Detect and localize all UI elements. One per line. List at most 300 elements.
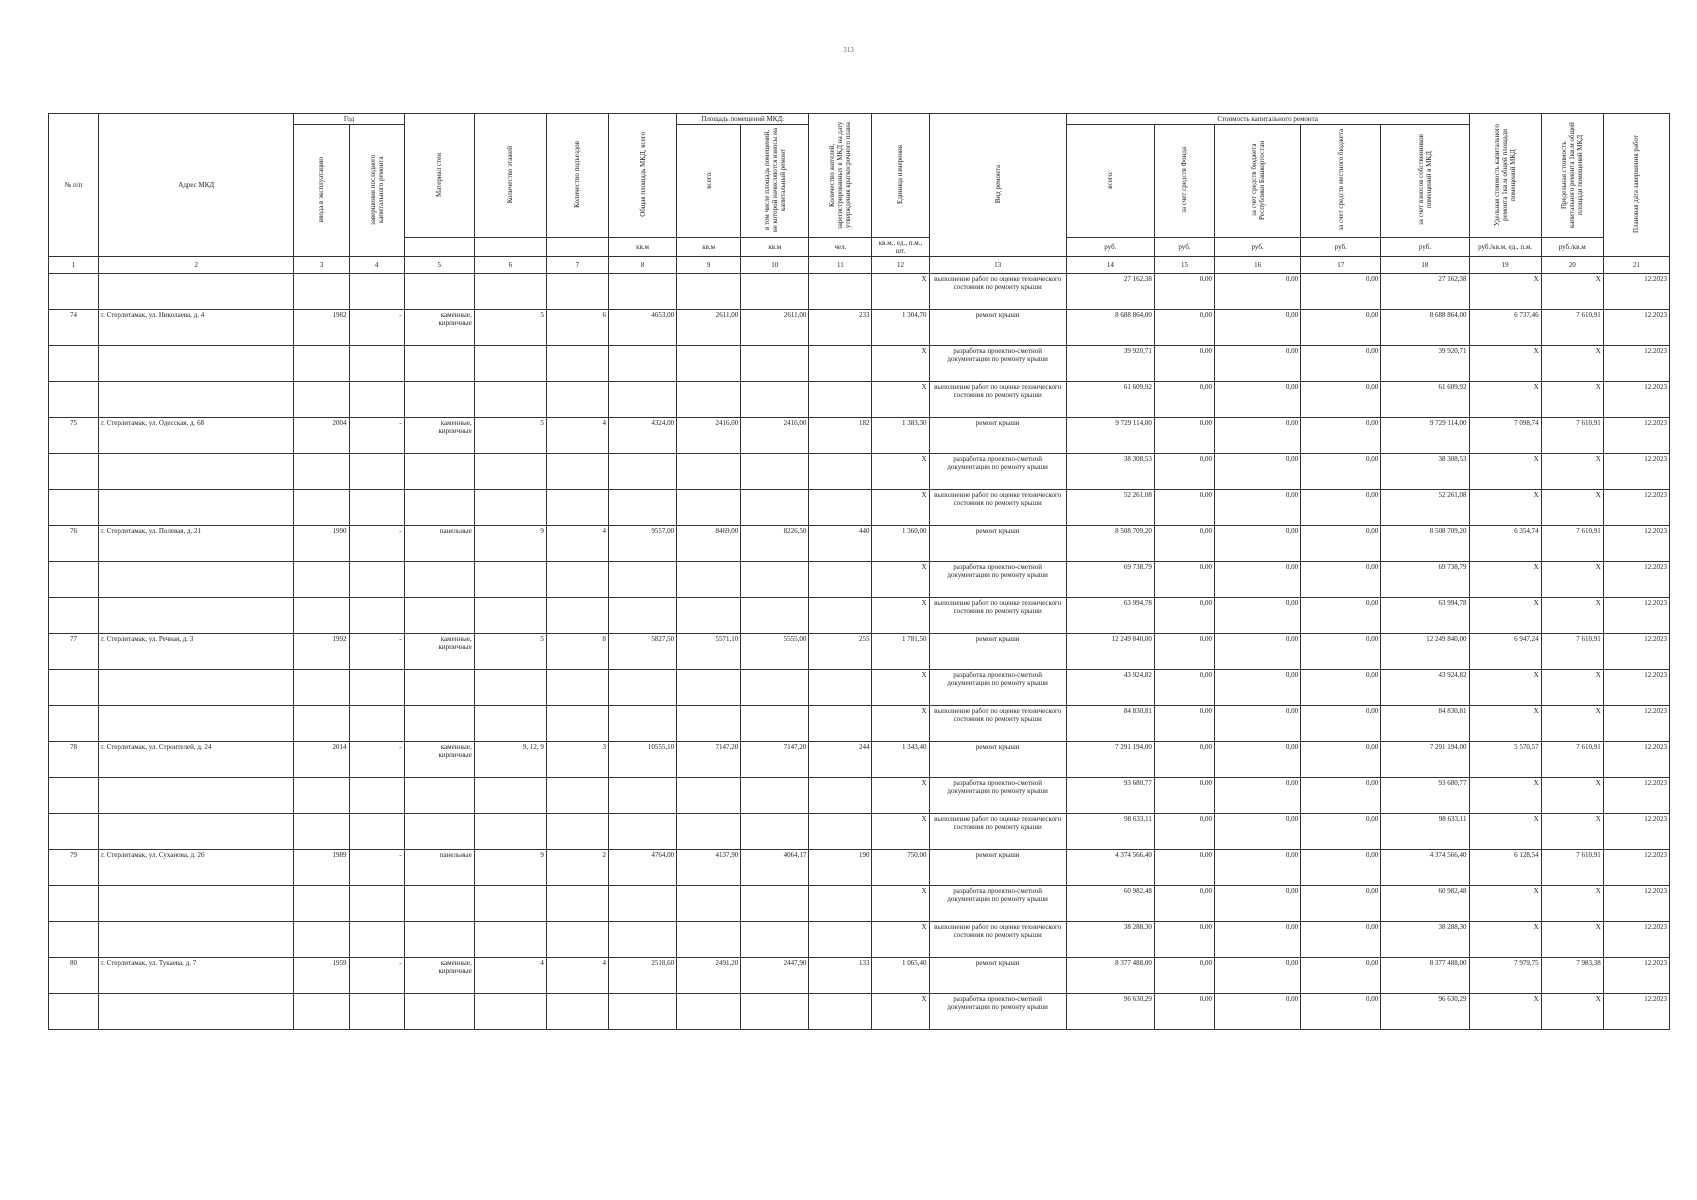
cell-p-incl [741, 562, 809, 598]
cell-rep: 0,00 [1215, 274, 1301, 310]
cell-local: 0,00 [1301, 814, 1381, 850]
cell-local: 0,00 [1301, 526, 1381, 562]
cell-y2 [349, 994, 404, 1030]
cell-date: 12.2023 [1603, 634, 1669, 670]
cell-rep: 0,00 [1215, 670, 1301, 706]
column-number: 8 [608, 257, 676, 274]
cell-num [49, 454, 99, 490]
cell-floors [474, 382, 546, 418]
cell-num [49, 778, 99, 814]
cell-own: 39 920,71 [1381, 346, 1469, 382]
cell-address [99, 778, 294, 814]
cell-max: 7 610,91 [1541, 418, 1603, 454]
cell-num: 79 [49, 850, 99, 886]
cell-ent: 4 [546, 958, 608, 994]
cell-total: 52 261,08 [1066, 490, 1154, 526]
table-row [49, 526, 1670, 562]
header-cost-fund: за счет средств Фонда [1154, 125, 1214, 238]
cell-total: 96 630,29 [1066, 994, 1154, 1030]
cell-own: 12 249 840,00 [1381, 634, 1469, 670]
cell-unit-cost: X [1469, 706, 1541, 742]
column-number: 6 [474, 257, 546, 274]
unit-cell: руб. [1066, 238, 1154, 257]
cell-y2 [349, 562, 404, 598]
cell-area: 5827,50 [608, 634, 676, 670]
cell-local: 0,00 [1301, 994, 1381, 1030]
column-number: 12 [872, 257, 929, 274]
cell-y2: - [349, 634, 404, 670]
cell-floors: 9 [474, 850, 546, 886]
cell-unit-cost: 6 737,46 [1469, 310, 1541, 346]
cell-date: 12.2023 [1603, 526, 1669, 562]
cell-total: 4 374 566,40 [1066, 850, 1154, 886]
cell-num: 76 [49, 526, 99, 562]
cell-p-incl: 2416,00 [741, 418, 809, 454]
cell-num [49, 274, 99, 310]
cell-date: 12.2023 [1603, 886, 1669, 922]
cell-own: 38 288,30 [1381, 922, 1469, 958]
cell-mat: каменные, кирпичные [404, 742, 474, 778]
cell-date: 12.2023 [1603, 346, 1669, 382]
cell-p-incl [741, 274, 809, 310]
cell-max: 7 983,38 [1541, 958, 1603, 994]
cell-c12: X [872, 994, 929, 1030]
cell-c12: 1 360,00 [872, 526, 929, 562]
cell-date: 12.2023 [1603, 490, 1669, 526]
cell-rep: 0,00 [1215, 634, 1301, 670]
cell-ent [546, 454, 608, 490]
cell-res [809, 454, 872, 490]
cell-work: разработка проектно-сметной документации по ремонту крыши [929, 994, 1066, 1030]
cell-c12: X [872, 562, 929, 598]
cell-c12: X [872, 346, 929, 382]
cell-res [809, 886, 872, 922]
cell-address: г. Стерлитамак, ул. Тукаева, д. 7 [99, 958, 294, 994]
cell-fund: 0,00 [1154, 310, 1214, 346]
unit-cell: руб. [1154, 238, 1214, 257]
cell-max: X [1541, 886, 1603, 922]
cell-p-total [677, 994, 741, 1030]
cell-ent [546, 706, 608, 742]
cell-date: 12.2023 [1603, 706, 1669, 742]
cell-max: X [1541, 922, 1603, 958]
cell-y1: 1982 [294, 310, 349, 346]
cell-res [809, 382, 872, 418]
cell-work: ремонт крыши [929, 526, 1066, 562]
cell-unit-cost: X [1469, 670, 1541, 706]
cell-c12: X [872, 670, 929, 706]
cell-max: X [1541, 706, 1603, 742]
cell-own: 69 738,79 [1381, 562, 1469, 598]
cell-own: 61 609,92 [1381, 382, 1469, 418]
cell-ent [546, 562, 608, 598]
cell-y1 [294, 346, 349, 382]
cell-res [809, 598, 872, 634]
cell-res [809, 814, 872, 850]
cell-y1 [294, 814, 349, 850]
cell-floors [474, 886, 546, 922]
header-cost-local: за счет средств местного бюджета [1301, 125, 1381, 238]
cell-max: 7 610,91 [1541, 310, 1603, 346]
cell-p-total [677, 706, 741, 742]
cell-ent: 6 [546, 310, 608, 346]
cell-num [49, 814, 99, 850]
cell-mat: каменные, кирпичные [404, 310, 474, 346]
column-number: 18 [1381, 257, 1469, 274]
cell-p-incl [741, 598, 809, 634]
cell-ent [546, 382, 608, 418]
cell-p-total: 4137,90 [677, 850, 741, 886]
cell-y2: - [349, 742, 404, 778]
cell-floors [474, 994, 546, 1030]
cell-area [608, 598, 676, 634]
cell-c12: 1 383,30 [872, 418, 929, 454]
cell-total: 8 508 709,20 [1066, 526, 1154, 562]
column-number: 2 [99, 257, 294, 274]
cell-y1: 1989 [294, 850, 349, 886]
cell-work: выполнение работ по оценке технического состояния по ремонту крыши [929, 490, 1066, 526]
cell-c12: X [872, 454, 929, 490]
cell-p-incl: 2611,00 [741, 310, 809, 346]
unit-cell [404, 238, 474, 257]
cell-mat [404, 454, 474, 490]
cell-ent: 2 [546, 850, 608, 886]
cell-max: X [1541, 994, 1603, 1030]
header-wall-material: Материал стен [404, 114, 474, 238]
cell-p-incl [741, 814, 809, 850]
cell-num [49, 562, 99, 598]
cell-num [49, 670, 99, 706]
cell-mat [404, 886, 474, 922]
cell-own: 52 261,08 [1381, 490, 1469, 526]
cell-p-incl [741, 994, 809, 1030]
cell-work: ремонт крыши [929, 850, 1066, 886]
cell-floors: 4 [474, 958, 546, 994]
cell-mat [404, 490, 474, 526]
column-number: 5 [404, 257, 474, 274]
cell-area [608, 886, 676, 922]
cell-date: 12.2023 [1603, 454, 1669, 490]
cell-y1 [294, 778, 349, 814]
cell-num: 74 [49, 310, 99, 346]
cell-floors [474, 490, 546, 526]
table-row [49, 994, 1670, 1030]
cell-own: 8 377 488,00 [1381, 958, 1469, 994]
cell-date: 12.2023 [1603, 742, 1669, 778]
cell-unit-cost: X [1469, 922, 1541, 958]
cell-area [608, 706, 676, 742]
cell-date: 12.2023 [1603, 958, 1669, 994]
cell-p-total [677, 922, 741, 958]
cell-local: 0,00 [1301, 778, 1381, 814]
cell-own: 60 982,48 [1381, 886, 1469, 922]
cell-c12: 1 065,40 [872, 958, 929, 994]
cell-total: 63 994,78 [1066, 598, 1154, 634]
cell-y1 [294, 670, 349, 706]
cell-unit-cost: X [1469, 454, 1541, 490]
cell-local: 0,00 [1301, 958, 1381, 994]
cell-y1: 2004 [294, 418, 349, 454]
column-number: 13 [929, 257, 1066, 274]
table-row [49, 886, 1670, 922]
table-row [49, 670, 1670, 706]
cell-res: 440 [809, 526, 872, 562]
cell-y2: - [349, 526, 404, 562]
unit-cell: кв.м., ед., п.м., шт. [872, 238, 929, 257]
cell-mat [404, 274, 474, 310]
cell-total: 12 249 840,00 [1066, 634, 1154, 670]
cell-area: 2518,60 [608, 958, 676, 994]
header-year-commission: ввода в эксплуатацию [294, 125, 349, 257]
header-cost-republic: за счет средств бюджета Республики Башкортостан [1215, 125, 1301, 238]
cell-area [608, 994, 676, 1030]
cell-res: 255 [809, 634, 872, 670]
table-row [49, 274, 1670, 310]
cell-unit-cost: X [1469, 562, 1541, 598]
cell-ent: 4 [546, 526, 608, 562]
cell-local: 0,00 [1301, 346, 1381, 382]
cell-date: 12.2023 [1603, 598, 1669, 634]
cell-p-incl: 2447,90 [741, 958, 809, 994]
cell-local: 0,00 [1301, 886, 1381, 922]
cell-address: г. Стерлитамак, ул. Строителей, д. 24 [99, 742, 294, 778]
table-row [49, 310, 1670, 346]
cell-date: 12.2023 [1603, 850, 1669, 886]
cell-mat [404, 994, 474, 1030]
cell-c12: X [872, 382, 929, 418]
cell-rep: 0,00 [1215, 454, 1301, 490]
cell-p-incl: 8226,50 [741, 526, 809, 562]
table-row [49, 958, 1670, 994]
cell-local: 0,00 [1301, 850, 1381, 886]
cell-p-incl: 7147,20 [741, 742, 809, 778]
header-residents: Количество жителей, зарегистрированных в МКД на дату утверждения краткосрочного плана [809, 114, 872, 238]
column-number-row [49, 257, 1670, 274]
cell-c12: 1 304,70 [872, 310, 929, 346]
cell-work: выполнение работ по оценке технического состояния по ремонту крыши [929, 382, 1066, 418]
cell-unit-cost: X [1469, 274, 1541, 310]
column-number: 10 [741, 257, 809, 274]
cell-rep: 0,00 [1215, 598, 1301, 634]
cell-unit-cost: X [1469, 814, 1541, 850]
cell-area [608, 274, 676, 310]
cell-work: выполнение работ по оценке технического состояния по ремонту крыши [929, 814, 1066, 850]
cell-ent: 4 [546, 418, 608, 454]
cell-res [809, 346, 872, 382]
cell-address: г. Стерлитамак, ул. Одесская, д. 68 [99, 418, 294, 454]
header-premises-group: Площадь помещений МКД: [677, 114, 809, 125]
unit-cell: руб./кв.м, ед., п.м. [1469, 238, 1541, 257]
header-year-last-repair: завершения последнего капитального ремонта [349, 125, 404, 257]
cell-p-total [677, 382, 741, 418]
cell-num [49, 598, 99, 634]
cell-address [99, 274, 294, 310]
cell-y2 [349, 778, 404, 814]
cell-unit-cost: 6 947,24 [1469, 634, 1541, 670]
cell-p-total [677, 886, 741, 922]
cell-max: X [1541, 490, 1603, 526]
cell-date: 12.2023 [1603, 310, 1669, 346]
header-floors: Количество этажей [474, 114, 546, 238]
cell-res: 182 [809, 418, 872, 454]
cell-date: 12.2023 [1603, 922, 1669, 958]
cell-num: 80 [49, 958, 99, 994]
cell-rep: 0,00 [1215, 958, 1301, 994]
cell-total: 61 609,92 [1066, 382, 1154, 418]
cell-c12: X [872, 706, 929, 742]
unit-cell: кв.м [677, 238, 741, 257]
cell-ent [546, 598, 608, 634]
column-number: 19 [1469, 257, 1541, 274]
cell-floors [474, 922, 546, 958]
cell-floors [474, 814, 546, 850]
cell-address [99, 670, 294, 706]
cell-floors: 9 [474, 526, 546, 562]
header-deadline: Плановая дата завершения работ [1603, 114, 1669, 257]
header-premises-incl: в том числе площадь помещений, не которой начисляются взносы на капитальный ремонт [741, 125, 809, 238]
cell-num [49, 886, 99, 922]
cell-area: 9557,00 [608, 526, 676, 562]
cell-rep: 0,00 [1215, 706, 1301, 742]
cell-own: 43 924,82 [1381, 670, 1469, 706]
cell-work: ремонт крыши [929, 634, 1066, 670]
cell-y2 [349, 382, 404, 418]
cell-own: 63 994,78 [1381, 598, 1469, 634]
column-number: 17 [1301, 257, 1381, 274]
cell-p-incl: 4064,17 [741, 850, 809, 886]
cell-fund: 0,00 [1154, 382, 1214, 418]
cell-area [608, 562, 676, 598]
cell-address: г. Стерлитамак, ул. Суханова, д. 26 [99, 850, 294, 886]
cell-address: г. Стерлитамак, ул. Николаева, д. 4 [99, 310, 294, 346]
cell-address [99, 886, 294, 922]
cell-work: разработка проектно-сметной документации по ремонту крыши [929, 778, 1066, 814]
cell-fund: 0,00 [1154, 274, 1214, 310]
cell-area [608, 778, 676, 814]
cell-date: 12.2023 [1603, 382, 1669, 418]
cell-fund: 0,00 [1154, 742, 1214, 778]
cell-max: X [1541, 670, 1603, 706]
cell-fund: 0,00 [1154, 814, 1214, 850]
cell-own: 38 308,53 [1381, 454, 1469, 490]
cell-total: 93 680,77 [1066, 778, 1154, 814]
cell-area: 4653,00 [608, 310, 676, 346]
cell-ent [546, 346, 608, 382]
cell-rep: 0,00 [1215, 850, 1301, 886]
cell-ent: 3 [546, 742, 608, 778]
cell-unit-cost: 6 128,54 [1469, 850, 1541, 886]
cell-local: 0,00 [1301, 274, 1381, 310]
cell-local: 0,00 [1301, 454, 1381, 490]
cell-p-total: 2416,00 [677, 418, 741, 454]
cell-work: разработка проектно-сметной документации по ремонту крыши [929, 346, 1066, 382]
cell-work: ремонт крыши [929, 310, 1066, 346]
cell-y2: - [349, 850, 404, 886]
cell-y1 [294, 922, 349, 958]
cell-res [809, 778, 872, 814]
cell-c12: 1 343,40 [872, 742, 929, 778]
cell-y1: 1992 [294, 634, 349, 670]
column-number: 21 [1603, 257, 1669, 274]
cell-own: 96 630,29 [1381, 994, 1469, 1030]
cell-fund: 0,00 [1154, 598, 1214, 634]
cell-num [49, 346, 99, 382]
header-num: № п/п [49, 114, 99, 257]
cell-rep: 0,00 [1215, 922, 1301, 958]
cell-mat [404, 814, 474, 850]
cell-fund: 0,00 [1154, 886, 1214, 922]
column-number: 9 [677, 257, 741, 274]
cell-rep: 0,00 [1215, 382, 1301, 418]
header-premises-total: всего: [677, 125, 741, 238]
cell-p-total [677, 778, 741, 814]
cell-address [99, 382, 294, 418]
cell-fund: 0,00 [1154, 850, 1214, 886]
cell-date: 12.2023 [1603, 562, 1669, 598]
cell-y2: - [349, 418, 404, 454]
cell-address [99, 814, 294, 850]
cell-y2: - [349, 310, 404, 346]
column-number: 3 [294, 257, 349, 274]
cell-fund: 0,00 [1154, 346, 1214, 382]
cell-p-total [677, 346, 741, 382]
cell-c12: 1 781,50 [872, 634, 929, 670]
cell-address [99, 706, 294, 742]
cell-rep: 0,00 [1215, 310, 1301, 346]
cell-y2 [349, 670, 404, 706]
cell-work: ремонт крыши [929, 418, 1066, 454]
cell-y2 [349, 490, 404, 526]
cell-res: 233 [809, 310, 872, 346]
cell-work: разработка проектно-сметной документации по ремонту крыши [929, 562, 1066, 598]
cell-p-incl [741, 382, 809, 418]
cell-y1: 1959 [294, 958, 349, 994]
cell-y1 [294, 886, 349, 922]
cell-floors: 5 [474, 418, 546, 454]
cell-total: 60 982,48 [1066, 886, 1154, 922]
cell-total: 43 924,82 [1066, 670, 1154, 706]
cell-floors: 9, 12, 9 [474, 742, 546, 778]
cell-address [99, 598, 294, 634]
cell-mat: каменные, кирпичные [404, 418, 474, 454]
cell-local: 0,00 [1301, 922, 1381, 958]
cell-y1 [294, 490, 349, 526]
cell-local: 0,00 [1301, 670, 1381, 706]
cell-max: X [1541, 598, 1603, 634]
header-year-group: Год [294, 114, 404, 125]
cell-fund: 0,00 [1154, 958, 1214, 994]
cell-date: 12.2023 [1603, 418, 1669, 454]
cell-local: 0,00 [1301, 742, 1381, 778]
cell-ent [546, 922, 608, 958]
cell-own: 8 688 864,00 [1381, 310, 1469, 346]
cell-rep: 0,00 [1215, 814, 1301, 850]
cell-p-total [677, 670, 741, 706]
cell-unit-cost: X [1469, 598, 1541, 634]
cell-own: 8 508 709,20 [1381, 526, 1469, 562]
cell-ent [546, 994, 608, 1030]
cell-work: выполнение работ по оценке технического состояния по ремонту крыши [929, 922, 1066, 958]
cell-address: г. Стерлитамак, ул. Полевая, д. 21 [99, 526, 294, 562]
cell-local: 0,00 [1301, 310, 1381, 346]
cell-res [809, 670, 872, 706]
cell-local: 0,00 [1301, 706, 1381, 742]
cell-max: 7 610,91 [1541, 850, 1603, 886]
cell-res [809, 922, 872, 958]
cell-unit-cost: X [1469, 994, 1541, 1030]
cell-fund: 0,00 [1154, 490, 1214, 526]
cell-fund: 0,00 [1154, 454, 1214, 490]
